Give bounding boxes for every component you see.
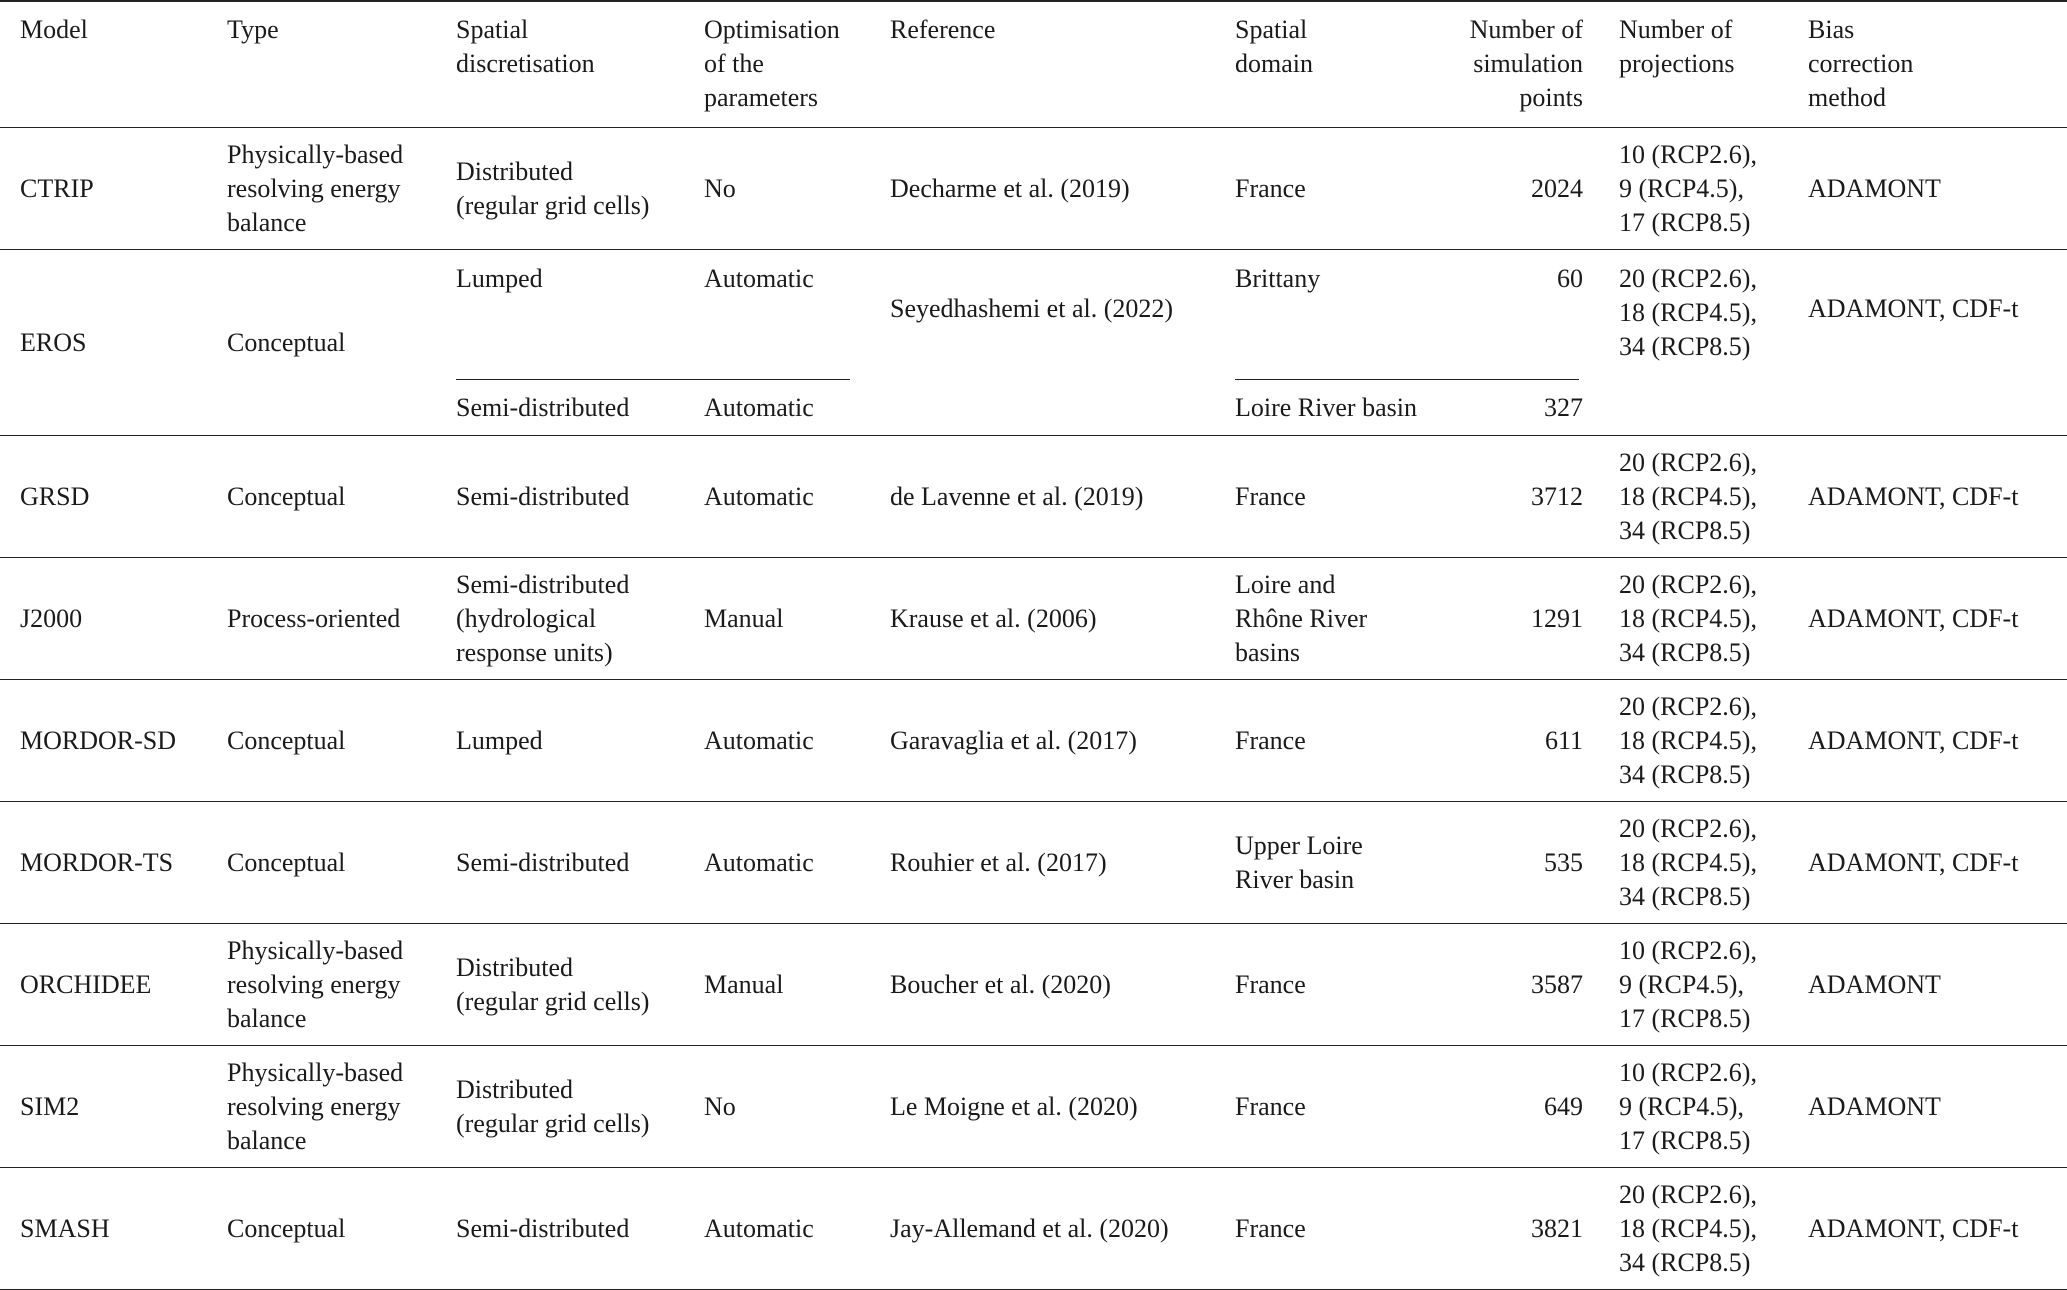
cell-model: ORCHIDEE	[20, 969, 152, 999]
cell-projections: 20 (RCP2.6), 18 (RCP4.5), 34 (RCP8.5)	[1619, 569, 1757, 667]
header-optimisation: Optimisation of the parameters	[704, 15, 840, 112]
table-row	[0, 558, 2067, 680]
cell-spatial-domain: Upper Loire River basin	[1235, 830, 1363, 894]
cell-model: GRSD	[20, 481, 90, 511]
cell-optimisation: Automatic	[704, 847, 814, 877]
cell-model: MORDOR-TS	[20, 847, 174, 877]
cell-simulation-points: 3712	[1531, 481, 1583, 511]
cell-bias-correction: ADAMONT, CDF-t	[1808, 847, 2019, 877]
cell-spatial-domain: France	[1235, 1213, 1306, 1243]
cell-simulation-points: 2024	[1531, 173, 1583, 203]
cell-type: Process-oriented	[227, 603, 401, 633]
cell-optimisation: Automatic	[704, 264, 814, 293]
cell-projections: 20 (RCP2.6), 18 (RCP4.5), 34 (RCP8.5)	[1619, 1179, 1757, 1277]
cell-simulation-points: 327	[1447, 380, 1599, 436]
cell-reference: Boucher et al. (2020)	[890, 969, 1111, 999]
cell-projections: 10 (RCP2.6), 9 (RCP4.5), 17 (RCP8.5)	[1619, 139, 1757, 237]
cell-spatial-discretisation: Semi-distributed (hydrological response units)	[456, 569, 630, 667]
cell-projections: 20 (RCP2.6), 18 (RCP4.5), 34 (RCP8.5)	[1619, 447, 1757, 545]
cell-bias-correction: ADAMONT, CDF-t	[1808, 481, 2019, 511]
cell-reference: Decharme et al. (2019)	[890, 173, 1130, 203]
cell-spatial-discretisation: Distributed (regular grid cells)	[456, 952, 650, 1016]
cell-simulation-points: 611	[1544, 725, 1583, 755]
cell-reference: Garavaglia et al. (2017)	[890, 725, 1137, 755]
table-row	[0, 436, 2067, 558]
cell-projections: 20 (RCP2.6), 18 (RCP4.5), 34 (RCP8.5)	[1619, 691, 1757, 789]
table-row	[0, 128, 2067, 250]
table-row	[0, 250, 2067, 381]
cell-reference: Jay-Allemand et al. (2020)	[890, 1213, 1169, 1243]
cell-spatial-domain: France	[1235, 481, 1306, 511]
cell-optimisation: Automatic	[704, 1213, 814, 1243]
cell-bias-correction: ADAMONT	[1808, 173, 1941, 203]
cell-bias-correction: ADAMONT	[1808, 1091, 1941, 1121]
cell-simulation-points: 60	[1557, 264, 1583, 293]
table-header-row	[0, 1, 2067, 128]
table-row	[0, 680, 2067, 802]
cell-optimisation: No	[704, 173, 736, 203]
cell-bias-correction: ADAMONT	[1808, 969, 1941, 999]
cell-optimisation: Automatic	[704, 725, 814, 755]
cell-model: EROS	[20, 327, 87, 357]
cell-simulation-points: 3821	[1531, 1213, 1583, 1243]
cell-spatial-discretisation: Semi-distributed	[436, 380, 684, 436]
cell-simulation-points: 1291	[1531, 603, 1583, 633]
cell-reference: Krause et al. (2006)	[890, 603, 1097, 633]
cell-reference: Rouhier et al. (2017)	[890, 847, 1107, 877]
cell-model: MORDOR-SD	[20, 725, 177, 755]
header-reference: Reference	[890, 15, 996, 44]
cell-projections: 10 (RCP2.6), 9 (RCP4.5), 17 (RCP8.5)	[1619, 1057, 1757, 1155]
cell-optimisation: Manual	[704, 969, 784, 999]
cell-bias-correction: ADAMONT, CDF-t	[1808, 603, 2019, 633]
table-row	[0, 924, 2067, 1046]
header-model: Model	[20, 15, 88, 44]
cell-spatial-discretisation: Lumped	[456, 264, 543, 293]
table-row	[0, 1168, 2067, 1290]
cell-spatial-discretisation: Lumped	[456, 725, 543, 755]
cell-spatial-discretisation: Semi-distributed	[456, 1213, 630, 1243]
header-bias-correction: Bias correction method	[1808, 15, 1914, 112]
cell-spatial-discretisation: Semi-distributed	[456, 847, 630, 877]
table-row	[0, 1046, 2067, 1168]
cell-bias-correction: ADAMONT, CDF-t	[1808, 725, 2019, 755]
cell-model: CTRIP	[20, 173, 94, 203]
cell-spatial-discretisation: Distributed (regular grid cells)	[456, 1074, 650, 1138]
cell-model: SMASH	[20, 1213, 110, 1243]
cell-reference: de Lavenne et al. (2019)	[890, 481, 1144, 511]
cell-type: Conceptual	[227, 481, 346, 511]
cell-projections: 10 (RCP2.6), 9 (RCP4.5), 17 (RCP8.5)	[1619, 935, 1757, 1033]
header-spatial-domain: Spatial domain	[1235, 15, 1313, 78]
table-row	[0, 802, 2067, 924]
cell-optimisation: Automatic	[704, 481, 814, 511]
cell-spatial-domain: Loire River basin	[1215, 380, 1447, 436]
cell-optimisation: No	[704, 1091, 736, 1121]
cell-bias-correction: ADAMONT, CDF-t	[1808, 1213, 2019, 1243]
cell-type: Physically-based resolving energy balance	[227, 935, 404, 1033]
cell-optimisation: Automatic	[684, 380, 870, 436]
cell-projections: 20 (RCP2.6), 18 (RCP4.5), 34 (RCP8.5)	[1619, 264, 1757, 361]
cell-spatial-discretisation: Distributed (regular grid cells)	[456, 156, 650, 220]
cell-optimisation: Manual	[704, 603, 784, 633]
cell-model: SIM2	[20, 1091, 80, 1121]
header-simulation-points: Number of simulation points	[1469, 15, 1583, 112]
cell-type: Physically-based resolving energy balance	[227, 139, 404, 237]
cell-type: Physically-based resolving energy balance	[227, 1057, 404, 1155]
cell-spatial-domain: France	[1235, 173, 1306, 203]
cell-reference: Le Moigne et al. (2020)	[890, 1091, 1138, 1121]
cell-spatial-domain: France	[1235, 1091, 1306, 1121]
header-spatial-discretisation: Spatial discretisation	[456, 15, 595, 78]
cell-type: Conceptual	[227, 327, 346, 357]
cell-reference: Seyedhashemi et al. (2022)	[890, 294, 1174, 323]
cell-bias-correction: ADAMONT, CDF-t	[1808, 294, 2019, 323]
cell-projections: 20 (RCP2.6), 18 (RCP4.5), 34 (RCP8.5)	[1619, 813, 1757, 911]
cell-spatial-domain: France	[1235, 725, 1306, 755]
cell-spatial-domain: Loire and Rhône River basins	[1235, 569, 1368, 667]
header-type: Type	[227, 15, 279, 44]
cell-type: Conceptual	[227, 1213, 346, 1243]
cell-spatial-domain: France	[1235, 969, 1306, 999]
cell-model: J2000	[20, 603, 83, 633]
header-projections: Number of projections	[1619, 15, 1735, 78]
cell-spatial-domain: Brittany	[1235, 264, 1321, 293]
cell-simulation-points: 649	[1544, 1091, 1583, 1121]
cell-simulation-points: 535	[1544, 847, 1583, 877]
cell-type: Conceptual	[227, 847, 346, 877]
cell-spatial-discretisation: Semi-distributed	[456, 481, 630, 511]
cell-simulation-points: 3587	[1531, 969, 1583, 999]
cell-type: Conceptual	[227, 725, 346, 755]
